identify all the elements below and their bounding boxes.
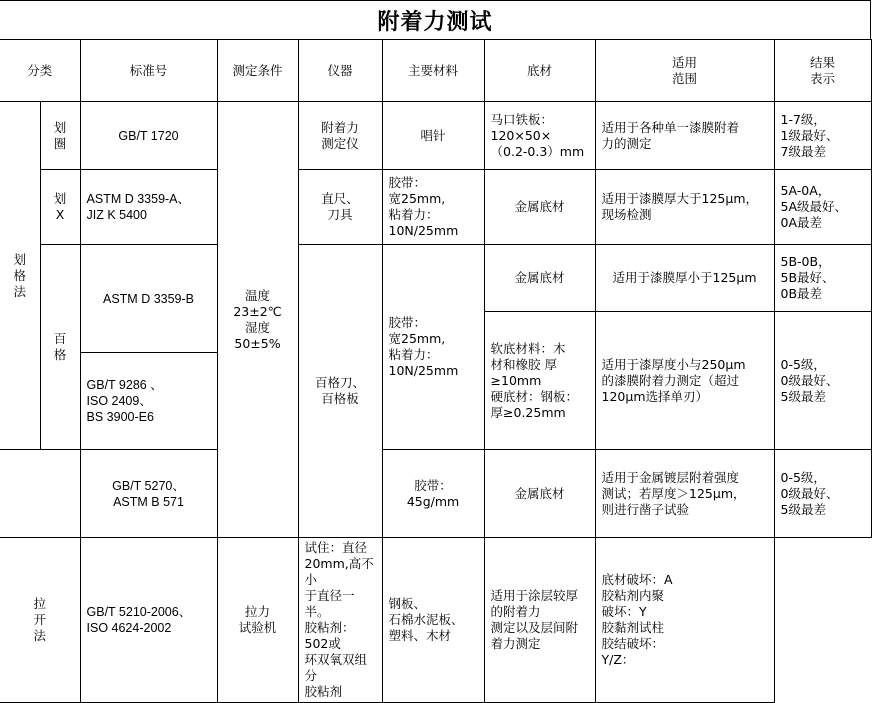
header-result: 结果 表示 [774, 40, 871, 102]
condition-cell: 温度 23±2℃ 湿度 50±5% [217, 102, 298, 538]
table-row [0, 102, 871, 170]
material-cell: 胶带： 宽25mm, 粘着力： 10N/25mm [382, 245, 484, 450]
substrate-cell: 马口铁板： 120×50× （0.2-0.3）mm [484, 102, 595, 170]
scope-cell: 适用于漆膜厚小于125μm [595, 245, 774, 312]
material-cell: 试住：直径 20mm,高不小 于直径一半。 胶粘剂：502或 环双氧双组分 胶粘剂 [298, 538, 382, 703]
result-cell: 1-7级， 1级最好、 7级最差 [774, 102, 871, 170]
result-cell: 0-5级， 0级最好、 5级最差 [774, 312, 871, 450]
instrument-cell: 拉力 试验机 [217, 538, 298, 703]
group-label-scribe: 划 格 法 [0, 102, 40, 450]
subgroup-label-circle: 划 圈 [40, 102, 80, 170]
standard-cell: GB/T 5210-2006、 ISO 4624-2002 [80, 538, 217, 703]
table-row [0, 245, 871, 312]
instrument-cell: 百格刀、 百格板 [298, 245, 382, 538]
header-category: 分类 [0, 40, 80, 102]
result-cell: 5B-0B， 5B最好、 0B最差 [774, 245, 871, 312]
instrument-cell: 直尺、 刀具 [298, 170, 382, 245]
header-scope: 适用 范围 [595, 40, 774, 102]
scope-cell: 适用于漆膜厚大于125μm， 现场检测 [595, 170, 774, 245]
result-cell: 0-5级， 0级最好、 5级最差 [774, 450, 871, 538]
subgroup-label-x: 划 X [40, 170, 80, 245]
group-label-pull: 拉 开 法 [0, 538, 80, 703]
standard-cell: GB/T 9286 、 ISO 2409、 BS 3900-E6 [80, 353, 217, 450]
page-title: 附着力测试 [0, 0, 871, 40]
substrate-cell: 金属底材 [484, 450, 595, 538]
header-material: 主要材料 [382, 40, 484, 102]
table-row [0, 538, 871, 703]
substrate-cell: 钢板、 石棉水泥板、 塑料、木材 [382, 538, 484, 703]
table-row [0, 170, 871, 245]
scope-cell: 适用于漆厚度小与250μm 的漆膜附着力测定（超过 120μm选择单刃） [595, 312, 774, 450]
header-substrate: 底材 [484, 40, 595, 102]
material-cell: 胶带： 宽25mm, 粘着力： 10N/25mm [382, 170, 484, 245]
adhesion-test-table [0, 39, 872, 703]
header-standard: 标准号 [80, 40, 217, 102]
standard-cell: ASTM D 3359-A、 JIZ K 5400 [80, 170, 217, 245]
result-cell: 5A-0A， 5A级最好、 0A最差 [774, 170, 871, 245]
table-row [0, 450, 871, 538]
standard-cell: ASTM D 3359-B [80, 245, 217, 353]
substrate-cell: 软底材料：木 材和橡胶 厚 ≥10mm 硬底材：钢板： 厚≥0.25mm [484, 312, 595, 450]
standard-cell: GB/T 1720 [80, 102, 217, 170]
material-cell: 唱针 [382, 102, 484, 170]
header-row [0, 40, 871, 102]
standard-cell: GB/T 5270、 ASTM B 571 [80, 450, 217, 538]
substrate-cell: 金属底材 [484, 245, 595, 312]
material-cell: 胶带：45g/mm [382, 450, 484, 538]
scope-cell: 适用于金属镀层附着强度 测试；若厚度＞125μm， 则进行凿子试验 [595, 450, 774, 538]
substrate-cell: 金属底材 [484, 170, 595, 245]
scope-cell: 适用于涂层较厚的附着力 测定以及层间附着力测定 [484, 538, 595, 703]
instrument-cell: 附着力 测定仪 [298, 102, 382, 170]
header-instrument: 仪器 [298, 40, 382, 102]
subgroup-label-grid: 百 格 [40, 245, 80, 450]
scope-cell: 适用于各种单一漆膜附着 力的测定 [595, 102, 774, 170]
result-cell: 底材破坏：A 胶粘剂内聚 破坏：Y 胶黏剂试柱 胶结破坏： Y/Z： [595, 538, 774, 703]
header-condition: 测定条件 [217, 40, 298, 102]
group-spacer [0, 450, 80, 538]
